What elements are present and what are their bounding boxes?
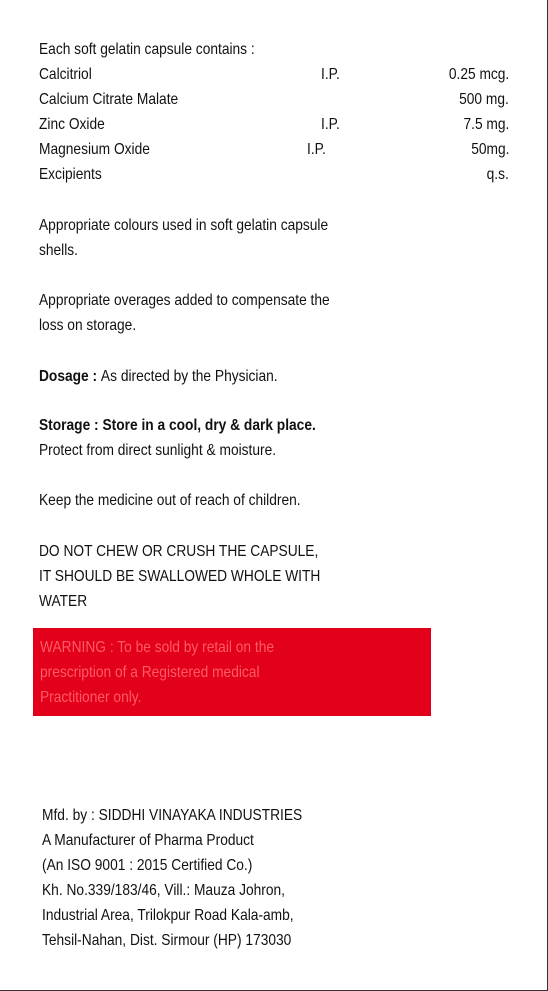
warning-line: prescription of a Registered medical — [40, 664, 260, 681]
warning-line: Practitioner only. — [40, 689, 142, 706]
storage-line: Protect from direct sunlight & moisture. — [39, 442, 277, 459]
ingredient-standard: I.P. — [321, 66, 340, 83]
manufacturer-line: A Manufacturer of Pharma Product — [42, 832, 254, 849]
ingredient-name: Excipients — [39, 166, 102, 183]
manufacturer-line: Kh. No.339/183/46, Vill.: Mauza Johron, — [42, 882, 285, 899]
colours-line: shells. — [39, 242, 79, 259]
ingredient-quantity: 50mg. — [470, 141, 509, 158]
composition-heading: Each soft gelatin capsule contains : — [39, 41, 255, 58]
warning-line: WARNING : To be sold by retail on the — [40, 639, 275, 656]
ingredient-name: Magnesium Oxide — [39, 141, 150, 158]
swallow-line: DO NOT CHEW OR CRUSH THE CAPSULE, — [39, 543, 319, 560]
children-warning: Keep the medicine out of reach of children. — [39, 492, 301, 509]
ingredient-name: Calcitriol — [39, 66, 92, 83]
dosage-label: Dosage — [39, 368, 89, 385]
ingredient-quantity: q.s. — [486, 166, 509, 183]
storage-label: Storage : Store in a cool, dry & dark place. — [39, 417, 316, 434]
composition-table — [39, 62, 509, 187]
manufacturer-line: Tehsil-Nahan, Dist. Sirmour (HP) 173030 — [42, 932, 292, 949]
ingredient-quantity: 0.25 mcg. — [448, 66, 509, 83]
dosage-line — [39, 364, 278, 389]
colours-line: Appropriate colours used in soft gelatin capsule — [39, 217, 329, 234]
warning-box — [33, 628, 431, 716]
overages-line: Appropriate overages added to compensate the — [39, 292, 330, 309]
composition-row — [39, 112, 509, 137]
storage-heading — [39, 413, 316, 438]
ingredient-standard: I.P. — [307, 141, 326, 158]
ingredient-name: Zinc Oxide — [39, 116, 105, 133]
dosage-separator: : — [88, 368, 101, 385]
composition-row — [39, 62, 509, 87]
composition-row — [39, 137, 509, 162]
manufacturer-line: (An ISO 9001 : 2015 Certified Co.) — [42, 857, 253, 874]
composition-row — [39, 87, 509, 112]
manufacturer-line: Industrial Area, Trilokpur Road Kala-amb, — [42, 907, 294, 924]
swallow-line: WATER — [39, 593, 88, 610]
overages-line: loss on storage. — [39, 317, 137, 334]
ingredient-name: Calcium Citrate Malate — [39, 91, 179, 108]
composition-row — [39, 162, 509, 187]
ingredient-standard: I.P. — [321, 116, 340, 133]
swallow-line: IT SHOULD BE SWALLOWED WHOLE WITH — [39, 568, 321, 585]
manufacturer-line: Mfd. by : SIDDHI VINAYAKA INDUSTRIES — [42, 807, 303, 824]
dosage-text: As directed by the Physician. — [100, 368, 278, 385]
ingredient-quantity: 500 mg. — [459, 91, 509, 108]
ingredient-quantity: 7.5 mg. — [463, 116, 509, 133]
